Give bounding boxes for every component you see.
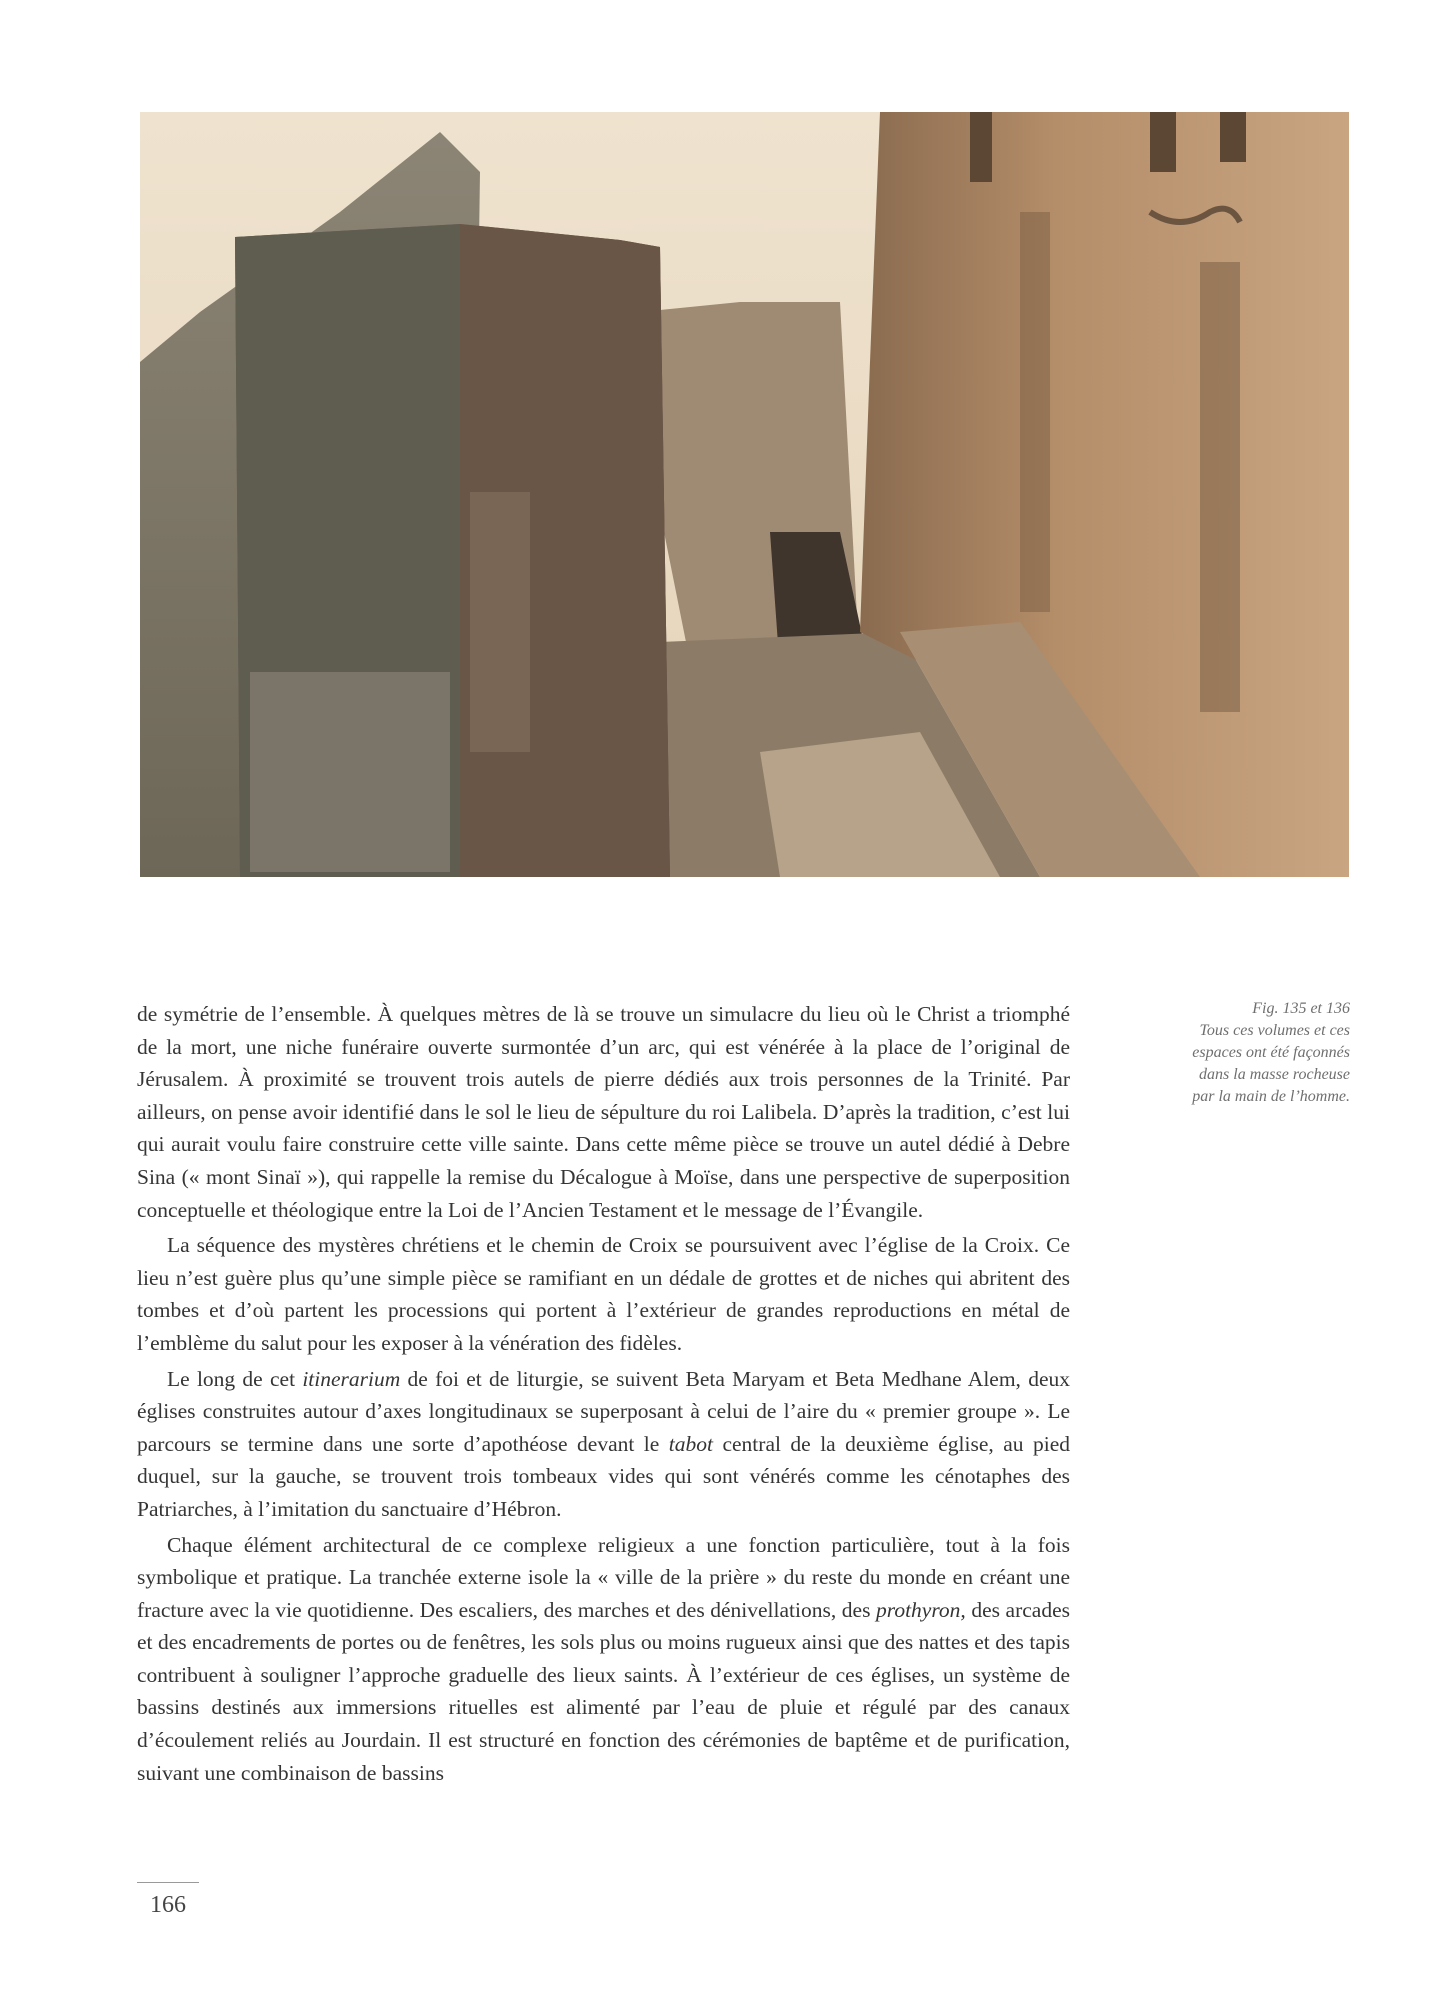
- paragraph-3-text: central de la deuxième église, au pied duquel, sur la gauche, se trouvent trois tombeaux vides qui sont vénérés comme les cénotaphes des Patriarches, à l’imitation du sanctuaire d’Hébron.: [137, 1431, 1071, 1521]
- italic-term-prothyron: prothyron,: [876, 1597, 966, 1622]
- paragraph-2: La séquence des mystères chrétiens et le chemin de Croix se poursuivent avec l’église de la Croix. Ce lieu n’est guère plus qu’une simple pièce se ramifiant en un dédale de grottes et de niches qui abritent des tombes et d’où partent les processions qui portent à l’extérieur de grandes reproductions en métal de l’emblème du salut pour les exposer à la vénération des fidèles.: [137, 1233, 1070, 1355]
- paragraph-4: [137, 1529, 1070, 1790]
- figure-caption: [1120, 998, 1350, 1108]
- caption-line: dans la masse rocheuse: [1199, 1066, 1350, 1083]
- paragraph-4-text: Chaque élément architectural de ce complexe religieux a une fonction particulière, tout à la fois symbolique et pratique. La tranchée externe isole la « ville de la prière » du reste du monde en créant une fracture avec la vie quotidienne. Des escaliers, des marches et des dénivellations, des: [137, 1532, 1070, 1622]
- paragraph-1: de symétrie de l’ensemble. À quelques mètres de là se trouve un simulacre du lieu où le Christ a triomphé de la mort, une niche funéraire ouverte surmontée d’un arc, qui est vénérée à la place de l’original de Jérusalem. À proximité se trouvent trois autels de pierre dédiés aux trois personnes de la Trinité. Par ailleurs, on pense avoir identifié dans le sol le lieu de sépulture du roi Lalibela. D’après la tradition, c’est lui qui aurait voulu faire construire cette ville sainte. Dans cette même pièce se trouve un autel dédié à Debre Sina (« mont Sinaï »), qui rappelle la remise du Décalogue à Moïse, dans une perspective de superposition conceptuelle et théologique entre la Loi de l’Ancien Testament et le message de l’Évangile.: [137, 1002, 1070, 1222]
- paragraph-4-text: des arcades et des encadrements de portes ou de fenêtres, les sols plus ou moins rugueux ainsi que des nattes et des tapis contribuent à souligner l’approche graduelle des lieux saints. À l’extérieur de ces églises, un système de bassins destinés aux immersions rituelles est alimenté par l’eau de pluie et régulé par des canaux d’écoulement reliés au Jourdain. Il est structuré en fonction des cérémonies de baptême et de purification, suivant une combinaison de bassins: [137, 1597, 1070, 1785]
- italic-term-tabot: tabot: [668, 1431, 713, 1456]
- italic-term-itinerarium: itinerarium: [302, 1366, 401, 1391]
- paragraph-3: [137, 1363, 1070, 1526]
- paragraph-3-text: Le long de cet: [167, 1366, 303, 1391]
- caption-line: espaces ont été façonnés: [1192, 1044, 1350, 1061]
- paragraph-3-text: de foi et de liturgie, se suivent Beta Maryam et Beta Medhane Alem, deux églises construites autour d’axes longitudinaux se superposant à celui de l’aire du « premier groupe ». Le parcours se termine dans une sorte d’apothéose devant le: [137, 1366, 1070, 1456]
- photo-rock-trench: [140, 112, 1349, 877]
- caption-line: par la main de l’homme.: [1192, 1088, 1350, 1105]
- main-text: [137, 998, 1070, 1792]
- page-number: 166: [150, 1892, 186, 1918]
- caption-line: Tous ces volumes et ces: [1199, 1022, 1350, 1039]
- caption-fig-number: Fig. 135 et 136: [1252, 1000, 1350, 1017]
- photo-illustration: [140, 112, 1349, 877]
- page-number-rule: [137, 1882, 199, 1883]
